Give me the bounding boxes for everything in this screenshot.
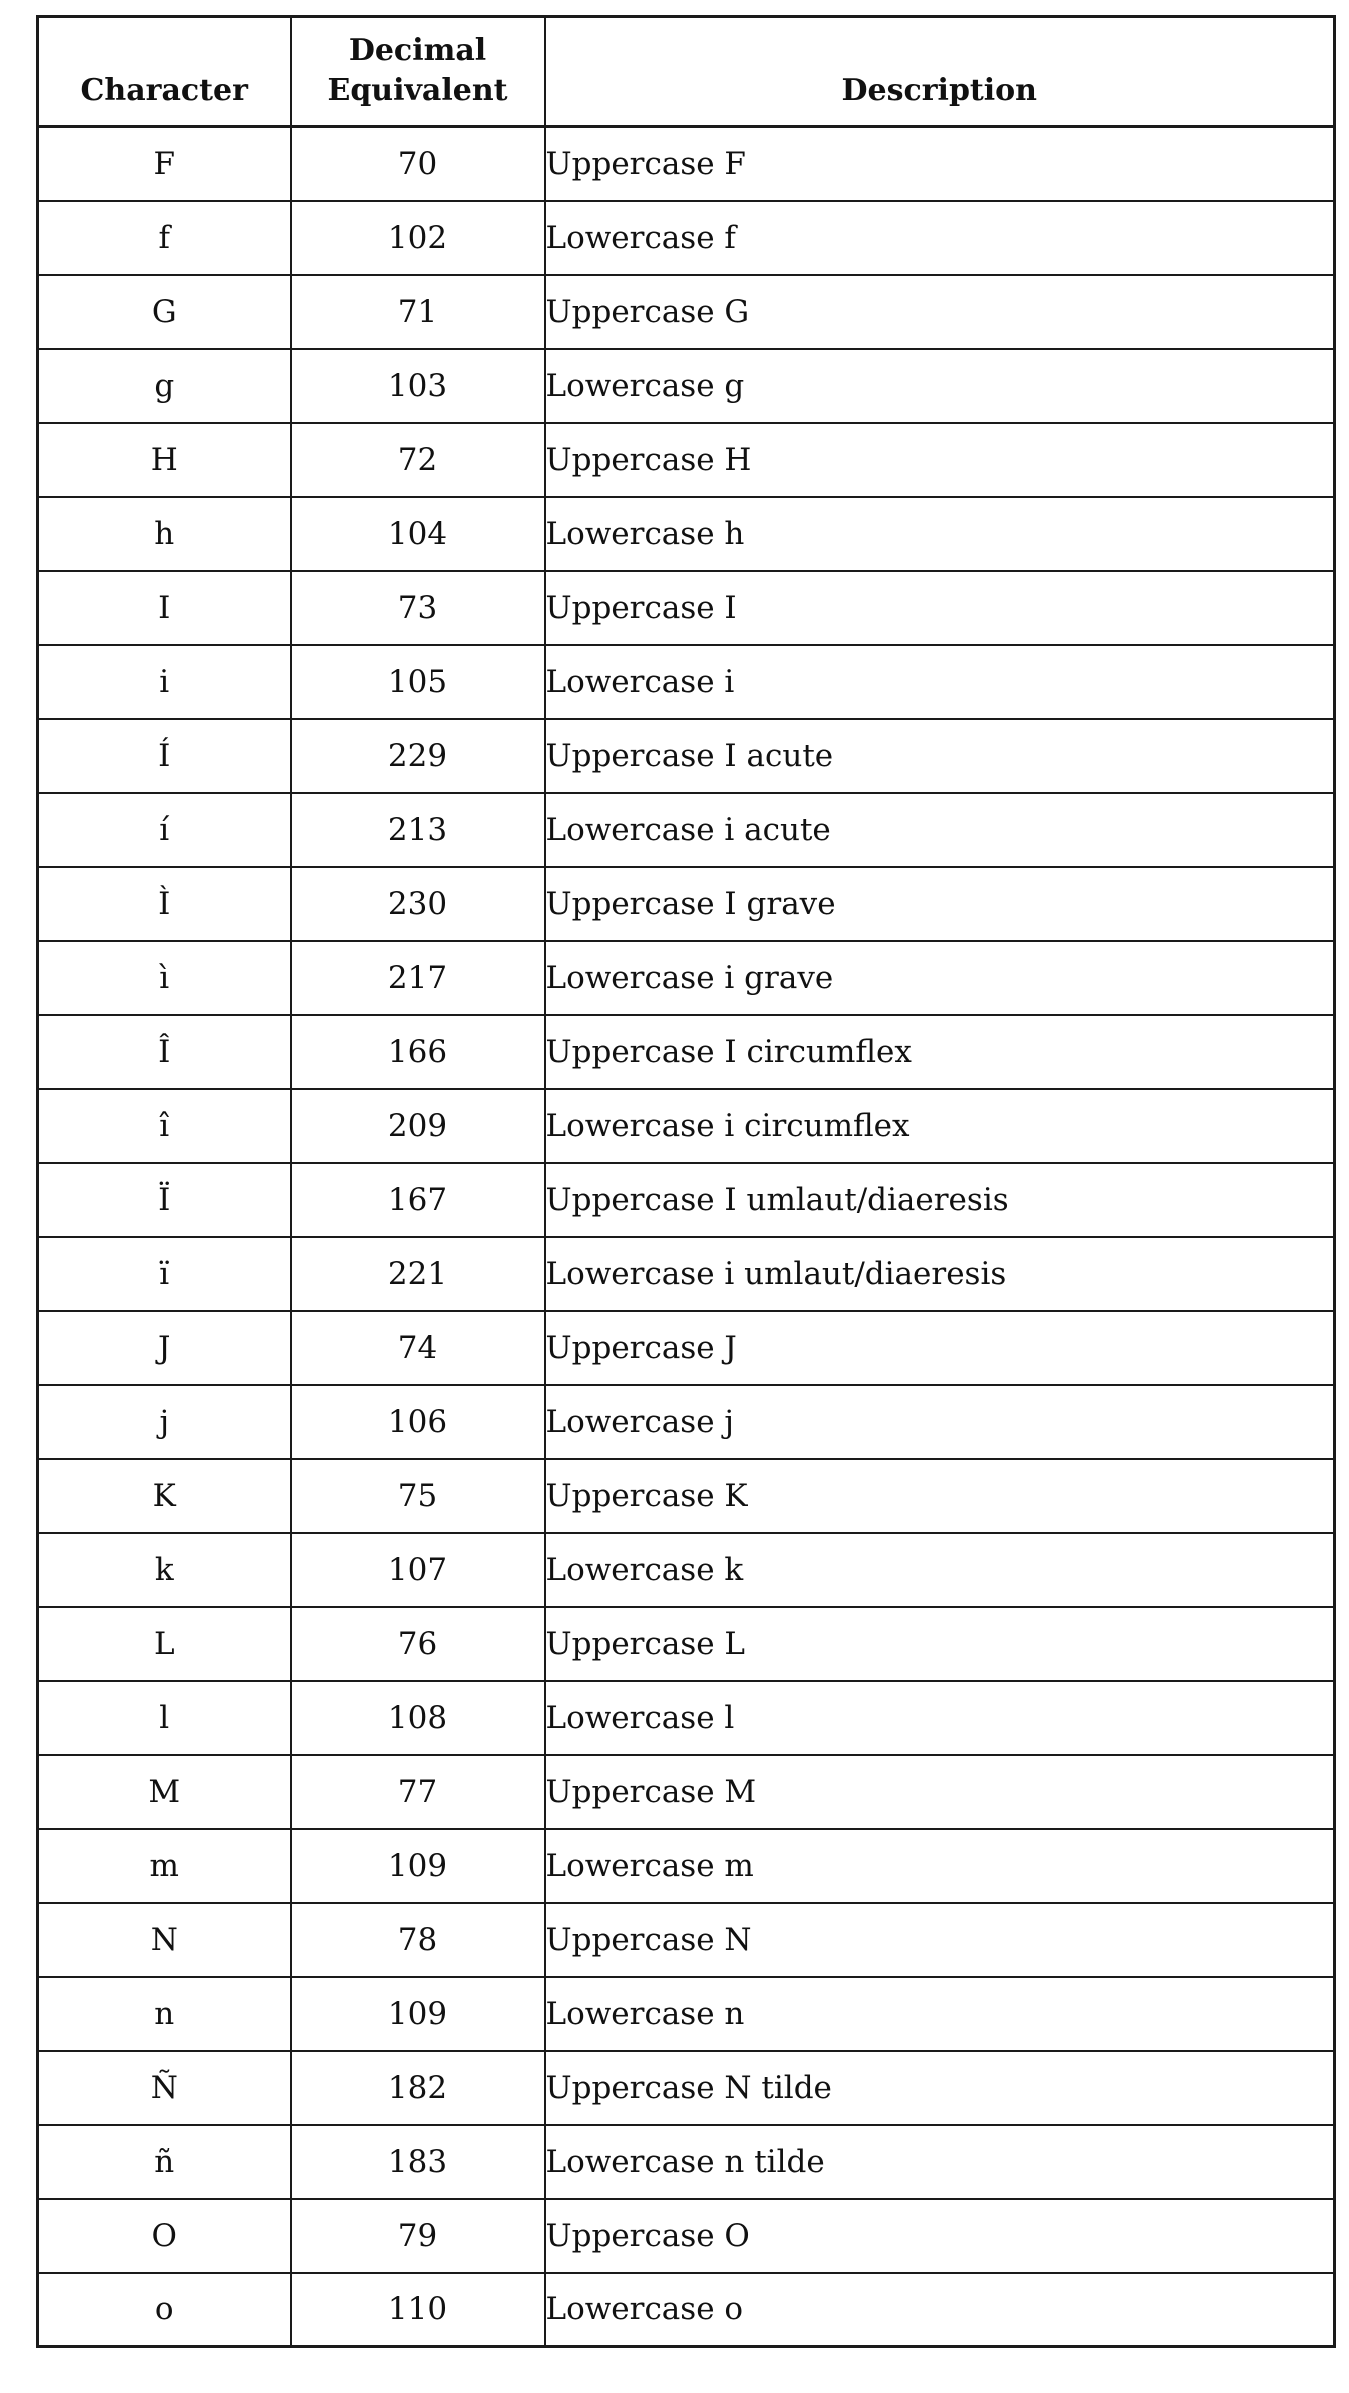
cell-decimal: 229 [291,719,545,793]
cell-decimal: 213 [291,793,545,867]
cell-decimal: 183 [291,2125,545,2199]
cell-decimal: 230 [291,867,545,941]
cell-character: Ì [38,867,291,941]
table-row [38,1977,1335,2051]
cell-character: G [38,275,291,349]
table-row [38,201,1335,275]
cell-character: o [38,2273,291,2347]
cell-decimal: 78 [291,1903,545,1977]
table-row [38,1755,1335,1829]
cell-description: Lowercase i circumflex [545,1089,1335,1163]
cell-character: Ñ [38,2051,291,2125]
table-row [38,1311,1335,1385]
cell-description: Uppercase H [545,423,1335,497]
cell-decimal: 71 [291,275,545,349]
cell-description: Uppercase I circumflex [545,1015,1335,1089]
cell-character: g [38,349,291,423]
cell-character: ì [38,941,291,1015]
cell-character: L [38,1607,291,1681]
cell-decimal: 108 [291,1681,545,1755]
cell-character: O [38,2199,291,2273]
header-description: Description [545,17,1335,127]
cell-decimal: 70 [291,127,545,201]
table-row [38,349,1335,423]
cell-character: h [38,497,291,571]
table-row [38,793,1335,867]
table-row [38,571,1335,645]
table-row [38,497,1335,571]
cell-decimal: 106 [291,1385,545,1459]
cell-character: N [38,1903,291,1977]
cell-description: Lowercase i [545,645,1335,719]
table-row [38,1163,1335,1237]
cell-description: Lowercase i acute [545,793,1335,867]
table-row [38,2199,1335,2273]
cell-character: Î [38,1015,291,1089]
cell-character: f [38,201,291,275]
table-row [38,1089,1335,1163]
table-row [38,2051,1335,2125]
table-row [38,1903,1335,1977]
cell-character: M [38,1755,291,1829]
cell-description: Lowercase l [545,1681,1335,1755]
cell-description: Lowercase i grave [545,941,1335,1015]
table-row [38,1385,1335,1459]
cell-character: Í [38,719,291,793]
cell-character: m [38,1829,291,1903]
cell-description: Lowercase i umlaut/diaeresis [545,1237,1335,1311]
cell-description: Uppercase I acute [545,719,1335,793]
header-decimal-line2: Equivalent [327,73,508,108]
cell-character: K [38,1459,291,1533]
cell-character: î [38,1089,291,1163]
cell-description: Uppercase M [545,1755,1335,1829]
header-decimal-equivalent [291,17,545,127]
cell-decimal: 221 [291,1237,545,1311]
table-row [38,1533,1335,1607]
table-row [38,1829,1335,1903]
cell-decimal: 167 [291,1163,545,1237]
cell-description: Uppercase L [545,1607,1335,1681]
cell-character: H [38,423,291,497]
cell-description: Lowercase g [545,349,1335,423]
table-row [38,1459,1335,1533]
cell-decimal: 182 [291,2051,545,2125]
cell-description: Uppercase F [545,127,1335,201]
cell-character: J [38,1311,291,1385]
cell-character: F [38,127,291,201]
cell-character: ñ [38,2125,291,2199]
cell-decimal: 74 [291,1311,545,1385]
cell-character: í [38,793,291,867]
cell-character: l [38,1681,291,1755]
header-decimal-line1: Decimal [348,33,487,68]
cell-description: Lowercase o [545,2273,1335,2347]
cell-decimal: 102 [291,201,545,275]
cell-decimal: 109 [291,1829,545,1903]
cell-decimal: 209 [291,1089,545,1163]
cell-description: Uppercase K [545,1459,1335,1533]
cell-description: Lowercase m [545,1829,1335,1903]
cell-decimal: 107 [291,1533,545,1607]
cell-character: j [38,1385,291,1459]
cell-character: Ï [38,1163,291,1237]
cell-description: Uppercase N tilde [545,2051,1335,2125]
table-body [38,127,1335,2347]
cell-decimal: 110 [291,2273,545,2347]
table-header [38,17,1335,127]
table-row [38,423,1335,497]
cell-character: ï [38,1237,291,1311]
cell-decimal: 76 [291,1607,545,1681]
cell-description: Lowercase f [545,201,1335,275]
cell-decimal: 72 [291,423,545,497]
table-row [38,645,1335,719]
table-row [38,867,1335,941]
table-row [38,275,1335,349]
table-row [38,1681,1335,1755]
cell-description: Uppercase I [545,571,1335,645]
table-row [38,1015,1335,1089]
table-row [38,2125,1335,2199]
table-row [38,1607,1335,1681]
cell-character: I [38,571,291,645]
cell-decimal: 166 [291,1015,545,1089]
header-character: Character [38,17,291,127]
cell-decimal: 73 [291,571,545,645]
cell-decimal: 217 [291,941,545,1015]
cell-description: Uppercase I grave [545,867,1335,941]
character-table [36,15,1336,2348]
cell-decimal: 104 [291,497,545,571]
cell-decimal: 77 [291,1755,545,1829]
cell-decimal: 109 [291,1977,545,2051]
cell-decimal: 79 [291,2199,545,2273]
cell-decimal: 105 [291,645,545,719]
table-row [38,941,1335,1015]
cell-description: Lowercase k [545,1533,1335,1607]
table-row [38,1237,1335,1311]
cell-description: Lowercase n [545,1977,1335,2051]
cell-description: Uppercase J [545,1311,1335,1385]
cell-description: Uppercase G [545,275,1335,349]
cell-character: n [38,1977,291,2051]
cell-decimal: 103 [291,349,545,423]
cell-description: Uppercase I umlaut/diaeresis [545,1163,1335,1237]
header-row [38,17,1335,127]
cell-decimal: 75 [291,1459,545,1533]
cell-description: Uppercase O [545,2199,1335,2273]
cell-character: k [38,1533,291,1607]
table-row [38,127,1335,201]
cell-description: Lowercase n tilde [545,2125,1335,2199]
cell-description: Uppercase N [545,1903,1335,1977]
table-row [38,719,1335,793]
cell-description: Lowercase j [545,1385,1335,1459]
cell-character: i [38,645,291,719]
cell-description: Lowercase h [545,497,1335,571]
table-row [38,2273,1335,2347]
